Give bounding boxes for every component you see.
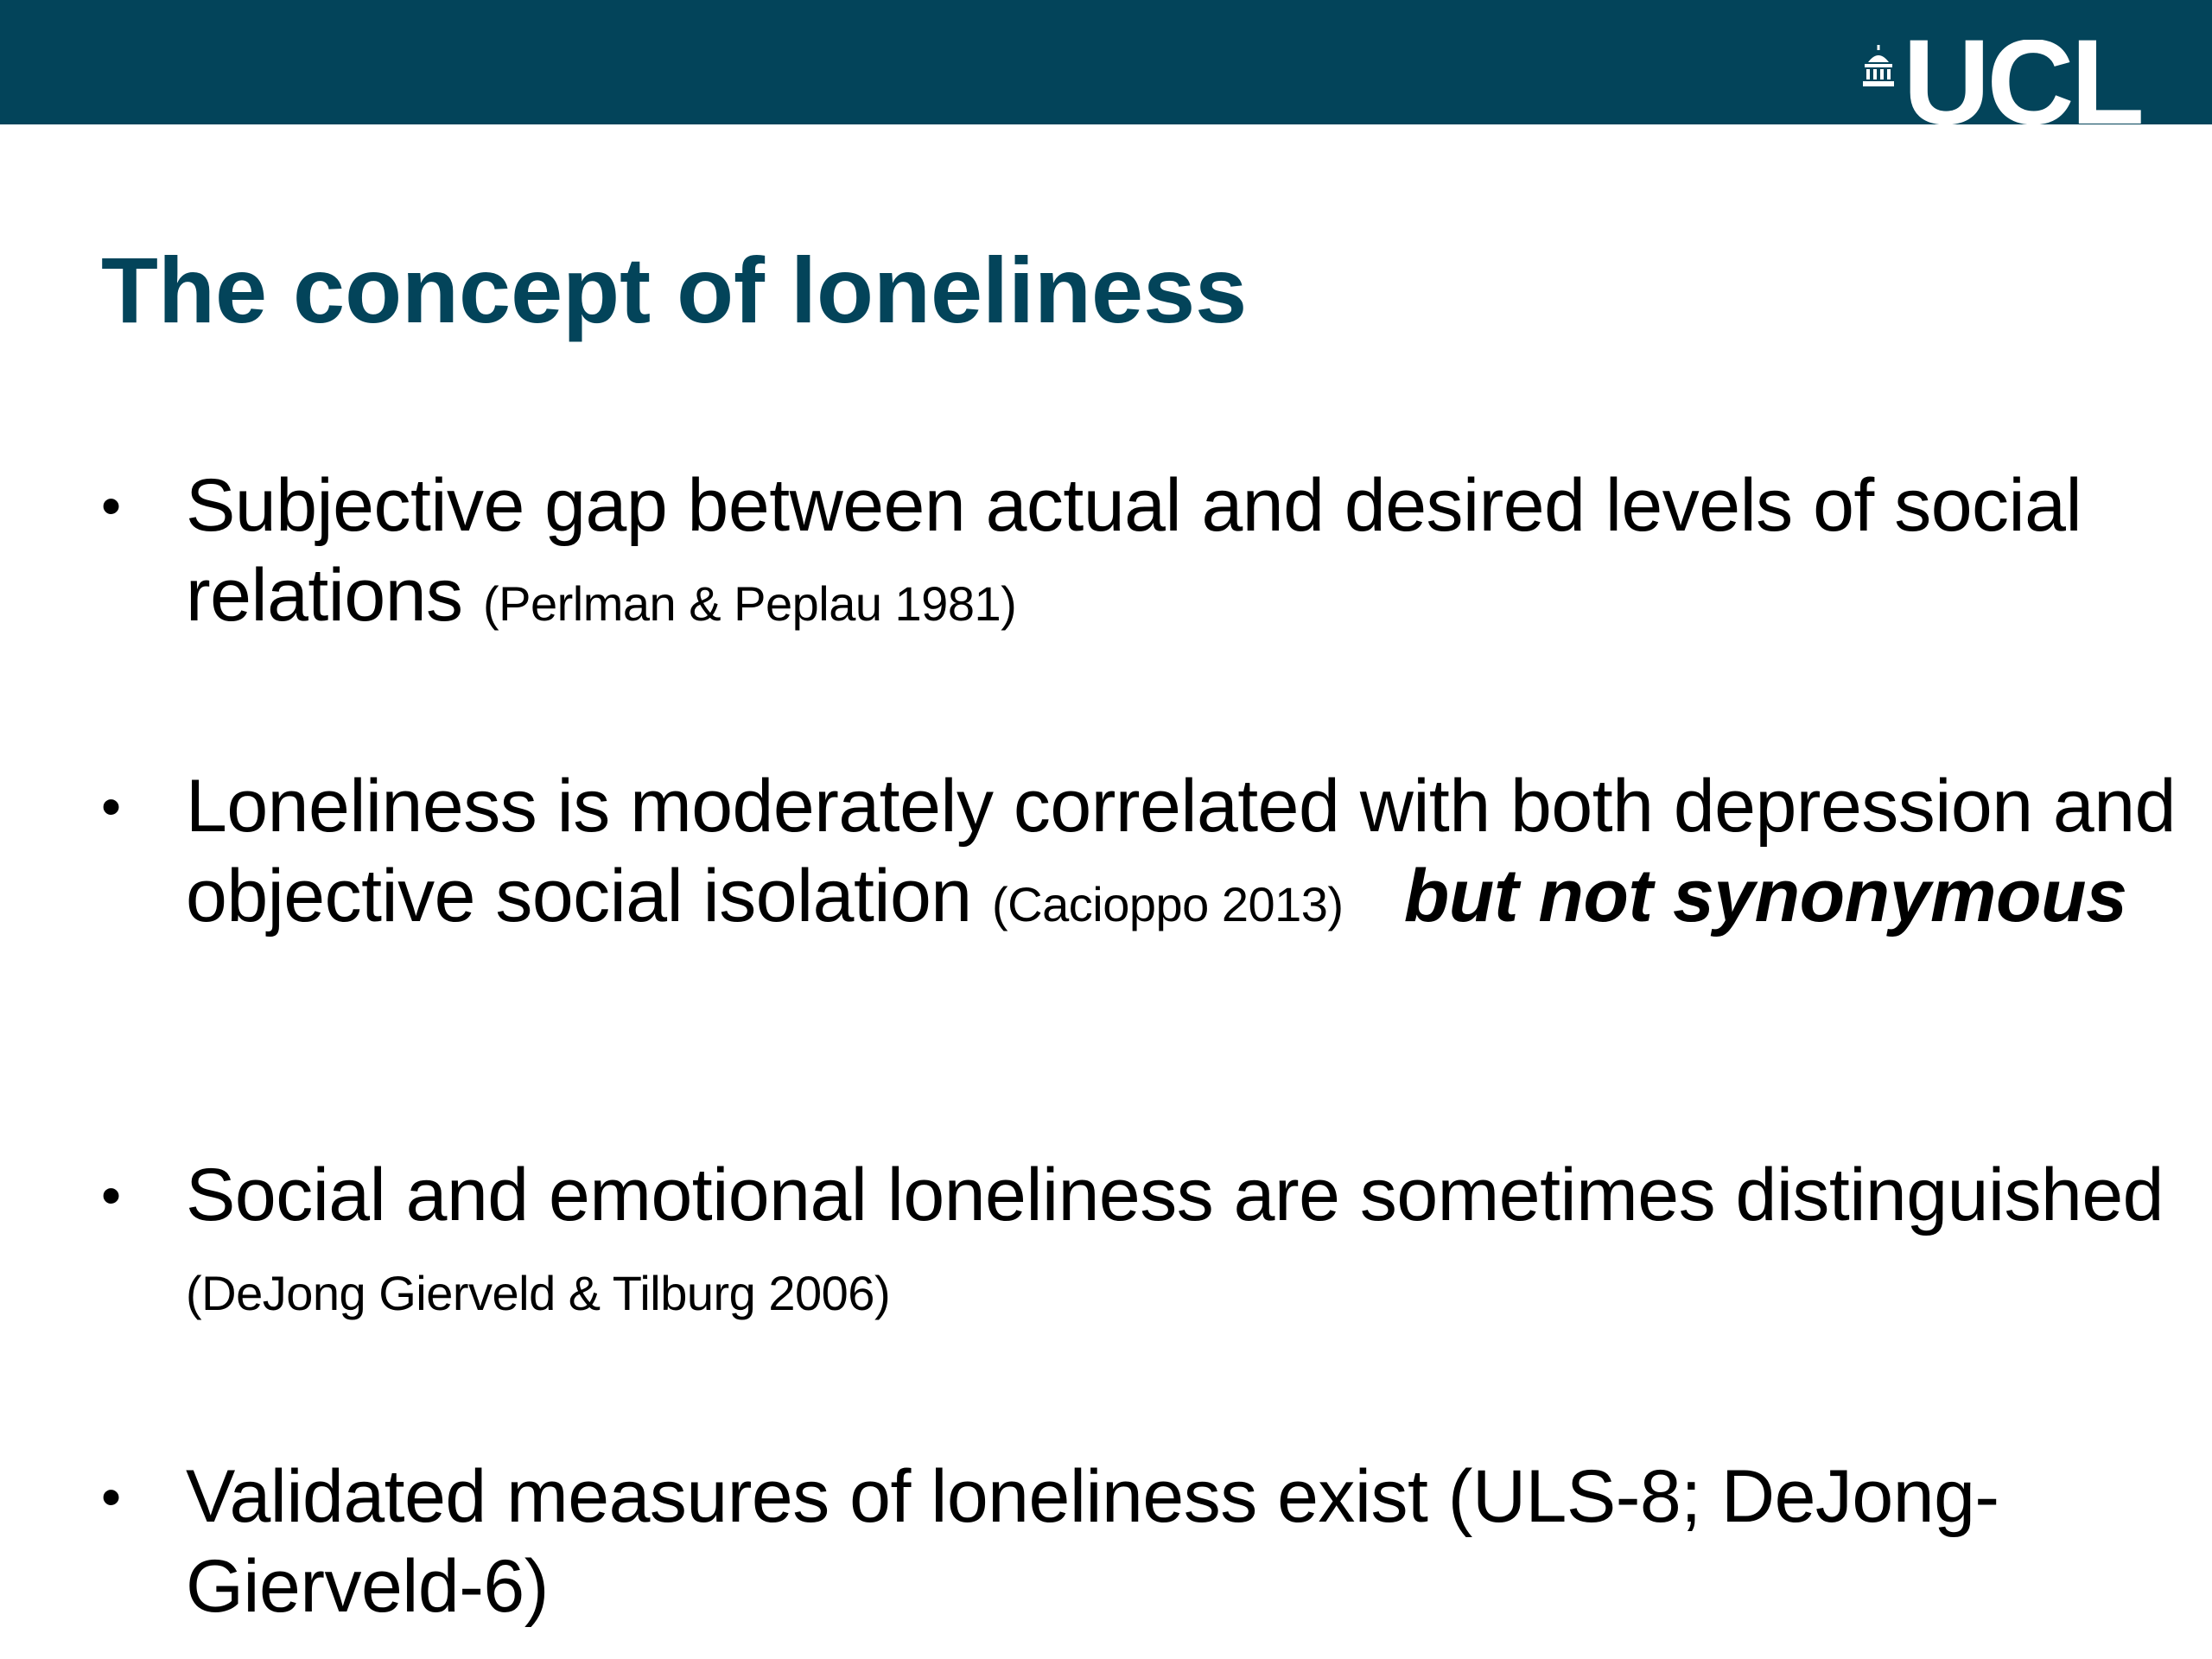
- bullet-text: [186, 1150, 2212, 1338]
- bullet-text: [186, 1452, 2212, 1631]
- logo-text: UCL: [1903, 40, 2141, 124]
- citation: (DeJong Gierveld & Tilburg 2006): [186, 1266, 891, 1320]
- bullet-main-text: Social and emotional loneliness are sometimes distinguished: [186, 1154, 2164, 1236]
- bullet-main-text: Subjective gap between actual and desired levels of social relations: [186, 464, 2082, 637]
- header-bar: [0, 0, 2212, 124]
- bullet-marker: •: [101, 1163, 122, 1227]
- citation: (Cacioppo 2013): [992, 877, 1344, 931]
- bullet-main-text: Validated measures of loneliness exist (ULS-8; DeJong-Gierveld-6): [186, 1455, 1999, 1628]
- bullet-text: [186, 761, 2212, 950]
- bullet-marker: •: [101, 1465, 122, 1529]
- slide-title: The concept of loneliness: [101, 238, 1248, 342]
- portico-icon: [1861, 45, 1896, 86]
- ucl-logo: [1861, 40, 2141, 124]
- bullet-main-text: Loneliness is moderately correlated with both depression and objective social isolation: [186, 765, 2176, 938]
- bullet-text: [186, 461, 2212, 649]
- bullet-marker: •: [101, 474, 122, 537]
- citation: (Perlman & Peplau 1981): [482, 576, 1017, 631]
- emphasis-text: but not synonymous: [1403, 855, 2127, 938]
- bullet-marker: •: [101, 774, 122, 838]
